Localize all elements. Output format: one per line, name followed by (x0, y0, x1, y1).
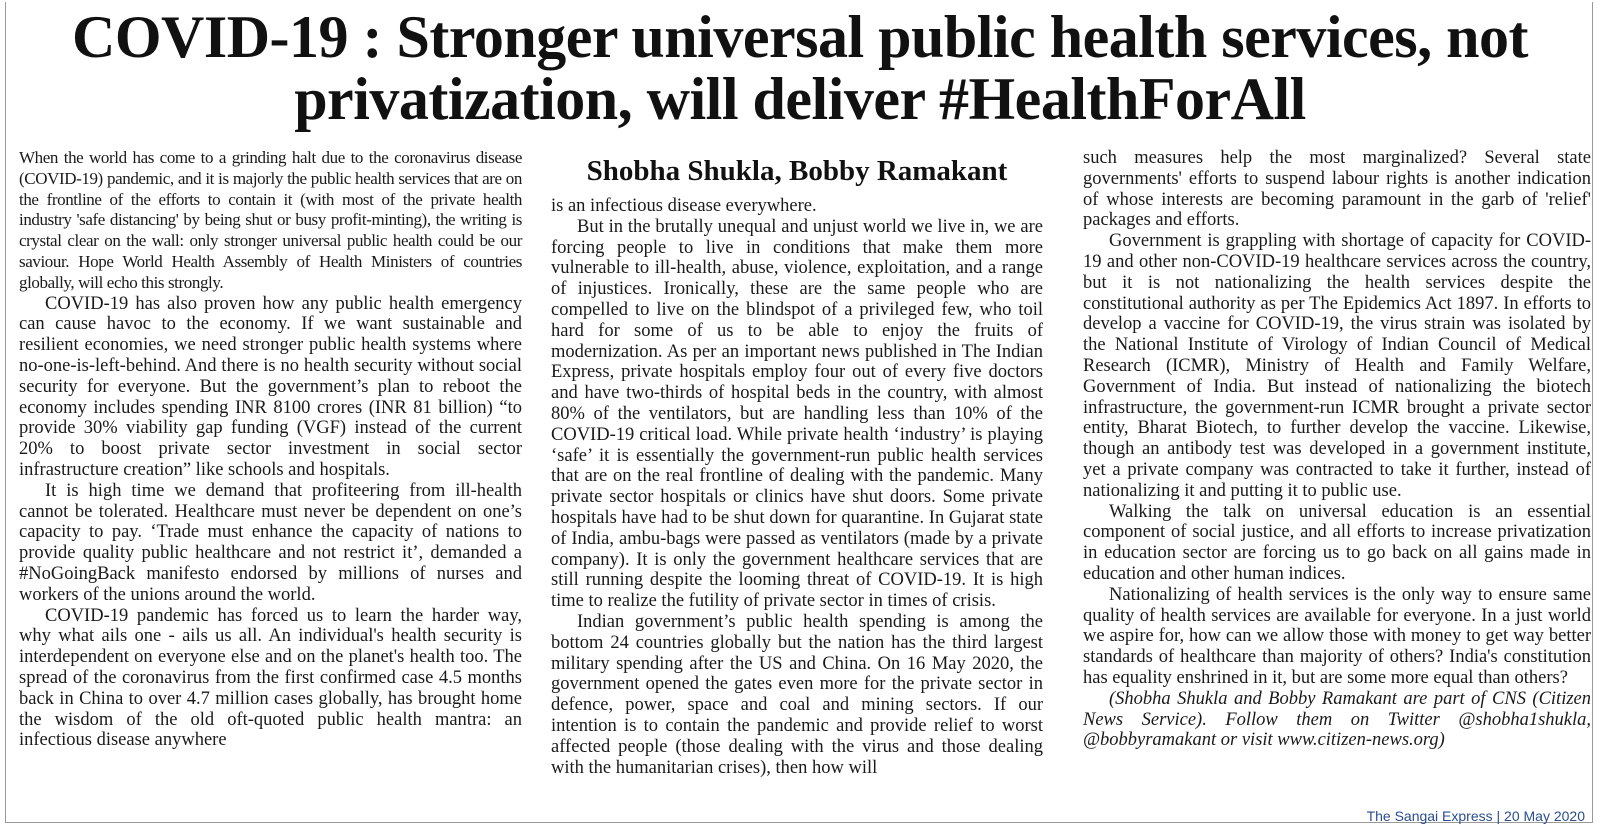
page-border-right (1592, 2, 1593, 822)
author-credit: (Shobha Shukla and Bobby Ramakant are part of CNS (Citizen News Service). Follow them on Twitter @shobha1shukla, @bobbyramakant or visit www.citizen-news.org) (1083, 688, 1591, 751)
paragraph: It is high time we demand that profiteering from ill-health cannot be tolerated. Healthcare must never be dependent on one’s capacity to pay. ‘Trade must enhance the capacity of nations to provide quality public healthcare and not restrict it’, demanded a #NoGoingBack manifesto endorsed by millions of nurses and workers of the unions around the world. (19, 480, 522, 605)
paragraph: When the world has come to a grinding halt due to the coronavirus disease (COVID-19) pandemic, and it is majorly the public health services that are on the frontline of the efforts to contain it (with most of the private health industry 'safe distancing' by being shut or busy profit-minting), the writing is crystal clear on the wall: only stronger universal public health could be our saviour. Hope World Health Assembly of Health Ministers of countries globally, will echo this strongly. (19, 148, 522, 292)
article-headline: COVID-19 : Stronger universal public health services, not privatization, will deliver #HealthForAll (72, 4, 1528, 132)
publication-footer: The Sangai Express | 20 May 2020 (1366, 808, 1585, 824)
article-byline: Shobha Shukla, Bobby Ramakant (586, 155, 1008, 187)
article-column-3 (1083, 148, 1591, 751)
article-column-2 (551, 155, 1043, 778)
paragraph: COVID-19 has also proven how any public health emergency can cause havoc to the economy. If we want sustainable and resilient economies, we need stronger public health systems where no-one-is-left-behind. And there is no health security without social security for everyone. But the government’s plan to reboot the economy includes spending INR 8100 crores (INR 81 billion) “to provide 30% viability gap funding (VGF) instead of the current 20% to boost private sector investment in social sector infrastructure creation” like schools and hospitals. (19, 293, 522, 480)
paragraph: Nationalizing of health services is the only way to ensure same quality of health services are available for everyone. In a just world we aspire for, how can we allow those with money to get way better standards of healthcare than majority of others? India's constitution has equality enshrined in it, but are some more equal than others? (1083, 584, 1591, 688)
paragraph: COVID-19 pandemic has forced us to learn the harder way, why what ails one - ails us all. An individual's health security is interdependent on everyone else and on the planet's health too. The spread of the coronavirus from the first confirmed case 4.5 months back in China to over 4.7 million cases globally, has brought home the wisdom of the old oft-quoted public health mantra: an infectious disease anywhere (19, 605, 522, 751)
paragraph: Indian government’s public health spending is among the bottom 24 countries globally but the nation has the third largest military spending after the US and China. On 16 May 2020, the government opened the gates even more for the private sector in defence, power, space and coal and mining sectors. If our intention is to contain the pandemic and provide relief to worst affected people (those dealing with the virus and those dealing with the humanitarian crises), then how will (551, 611, 1043, 778)
paragraph: Government is grappling with shortage of capacity for COVID-19 and other non-COVID-19 healthcare services across the country, but it is not nationalizing the health services despite the constitutional authority as per The Epidemics Act 1897. In efforts to develop a vaccine for COVID-19, the virus strain was isolated by the National Institute of Virology of Indian Council of Medical Research (ICMR), Ministry of Health and Family Welfare, Government of India. But instead of nationalizing the biotech infrastructure, the government-run ICMR brought a private sector entity, Bharat Biotech, to further develop the vaccine. Likewise, though an antibody test was developed in a government institute, yet a private company was contracted to take it further, instead of nationalizing it and putting it to public use. (1083, 231, 1591, 501)
paragraph: But in the brutally unequal and unjust world we live in, we are forcing people to live in conditions that make them more vulnerable to ill-health, abuse, violence, exploitation, and a range of injustices. Ironically, these are the same people who are compelled to live on the blindspot of a privileged few, who toil hard for some of us to be able to enjoy the fruits of modernization. As per an important news published in The Indian Express, private hospitals employ four out of every five doctors and have two-thirds of hospital beds in the country, with almost 80% of the ventilators, but are handling less than 10% of the COVID-19 critical load. While private health ‘industry’ is playing ‘safe’ it is essentially the government-run public health services that are on the real frontline of dealing with the pandemic. Many private sector hospitals or clinics have shut doors. Some private hospitals have had to be shut down for quarantine. In Gujarat state of India, ambu-bags were passed as ventilators (made by a private company). It is only the government healthcare services that are still running despite the looming threat of COVID-19. It is high time to realize the futility of private sector in times of crisis. (551, 216, 1043, 612)
page-border-left (5, 2, 6, 822)
byline-spacer (551, 155, 1043, 196)
article-column-1 (19, 148, 522, 751)
paragraph: such measures help the most marginalized? Several state governments' efforts to suspend labour rights is another indication of whose interests are becoming paramount in the garb of 'relief' packages and efforts. (1083, 148, 1591, 231)
paragraph: Walking the talk on universal education is an essential component of social justice, and all efforts to increase privatization in education sector are forcing us to go back on all gains made in education and other human indices. (1083, 501, 1591, 584)
paragraph: is an infectious disease everywhere. (551, 196, 817, 216)
